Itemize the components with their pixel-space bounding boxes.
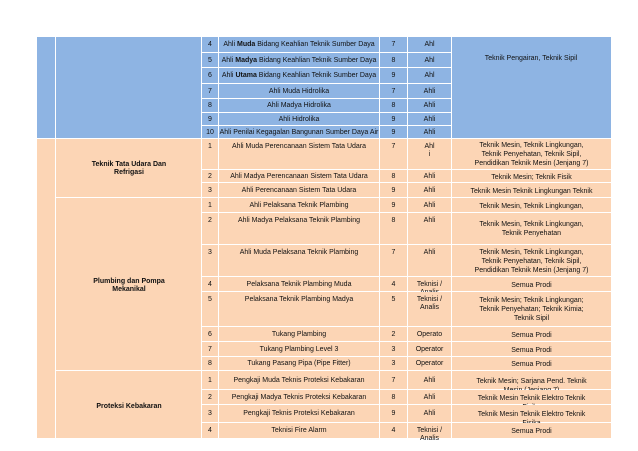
field-cell — [452, 245, 612, 277]
subsection-label-tata-udara: Teknik Tata Udara Dan Refrigasi — [91, 161, 167, 176]
level-cell — [380, 245, 408, 277]
qualification-name: Tukang Plambing Level 3 — [259, 346, 339, 353]
row-number-cell — [202, 53, 219, 68]
category-cell — [408, 170, 452, 183]
study-field: Teknik Mesin, Teknik Lingkungan, Teknik Penyehatan, Teknik Sipil, Pendidikan Teknik Mesin (Jenjang 7) — [474, 142, 589, 167]
qualification-name-prefix: Ahli — [221, 72, 236, 79]
row-number-cell — [202, 139, 219, 170]
row-number-cell — [202, 405, 219, 423]
category-value: Ahli — [423, 129, 436, 136]
level-value: 7 — [391, 41, 396, 48]
qualification-name — [219, 72, 379, 80]
field-cell — [452, 390, 612, 405]
row-number-cell — [202, 327, 219, 342]
study-field: Teknik Mesin, Teknik Lingkungan, Teknik Penyehatan — [479, 221, 584, 237]
level-cell — [380, 357, 408, 371]
subsection-block-plumbing — [56, 198, 202, 371]
row-number-cell — [202, 37, 219, 53]
row-number: 7 — [208, 346, 212, 353]
qualification-name: Pelaksana Teknik Plambing Muda — [246, 281, 352, 288]
row-number: 4 — [208, 427, 212, 434]
qualification-name: Ahli Pelaksana Teknik Plambing — [249, 202, 349, 209]
category-value: Teknisi / Analis — [416, 427, 443, 442]
study-field: Semua Prodi — [511, 347, 552, 354]
qualification-cell — [219, 99, 380, 113]
subsection-block-proteksi — [56, 371, 202, 439]
row-number-cell — [202, 126, 219, 139]
field-cell — [452, 357, 612, 371]
category-value: Operator — [415, 346, 444, 353]
level-cell — [380, 99, 408, 113]
qualification-name-level: Utama — [235, 72, 257, 79]
qualification-name: Ahli Madya Hidrolika — [267, 102, 331, 109]
row-number-cell — [202, 292, 219, 327]
row-number-cell — [202, 423, 219, 439]
level-value: 9 — [391, 129, 396, 136]
study-field: Teknik Mesin; Sarjana Pend. Teknik — [476, 378, 587, 385]
row-number-cell — [202, 357, 219, 371]
qualification-cell — [219, 277, 380, 292]
study-field: Teknik Mesin; Teknik Fisik — [491, 174, 572, 181]
category-cell — [408, 423, 452, 442]
qualification-name-prefix: Ahli — [221, 57, 236, 64]
level-value: 7 — [391, 377, 396, 384]
level-cell — [380, 126, 408, 139]
category-value: Ahli — [423, 249, 436, 256]
field-cell — [452, 342, 612, 357]
row-number: 8 — [208, 102, 212, 109]
level-cell — [380, 68, 408, 84]
subsection-label-plumbing: Plumbing dan Pompa Mekanikal — [93, 278, 165, 293]
row-number: 4 — [208, 41, 212, 48]
category-value: Teknisi / — [416, 281, 443, 288]
level-value: 7 — [391, 88, 396, 95]
qualification-name-suffix: Bidang Keahlian Teknik Sumber Daya — [256, 72, 377, 79]
field-cell — [452, 292, 612, 327]
category-cell — [408, 198, 452, 213]
field-cell — [452, 213, 612, 245]
qualification-name: Ahli Muda Pelaksana Teknik Plambing — [239, 249, 359, 256]
qualification-name: Pengkaji Teknis Proteksi Kebakaran — [243, 410, 355, 417]
level-value: 4 — [391, 427, 396, 434]
qualification-cell — [219, 423, 380, 439]
qualification-name: Ahli Perencanaan Sistem Tata Udara — [241, 187, 357, 194]
row-number: 1 — [208, 377, 212, 384]
qualification-name-suffix: Bidang Keahlian Teknik Sumber Daya — [257, 57, 377, 64]
category-cell — [408, 126, 452, 139]
section-cell-peach — [37, 139, 56, 439]
category-cell — [408, 53, 452, 68]
level-value: 3 — [391, 360, 396, 367]
qualification-name-level: Madya — [235, 57, 258, 64]
category-cell — [408, 68, 452, 84]
level-value: 9 — [391, 202, 396, 209]
level-cell — [380, 53, 408, 68]
study-field: Semua Prodi — [511, 282, 552, 289]
qualification-name: Ahli Madya Pelaksana Teknik Plambing — [237, 217, 361, 224]
category-cell — [408, 183, 452, 198]
level-cell — [380, 342, 408, 357]
row-number: 6 — [208, 72, 212, 79]
row-number: 5 — [208, 296, 212, 303]
qualification-name-level: Muda — [237, 41, 256, 48]
row-number: 4 — [208, 281, 212, 288]
category-value: Ahli — [423, 394, 436, 401]
category-value: Ahli — [423, 102, 436, 109]
qualification-name-suffix: Bidang Keahlian Teknik Sumber Daya — [255, 41, 375, 48]
category-cell — [408, 292, 452, 327]
row-number: 7 — [208, 88, 212, 95]
qualification-name: Ahli Hidrolika — [278, 116, 320, 123]
category-value: Ahli — [423, 173, 436, 180]
qualification-cell — [219, 198, 380, 213]
row-number-cell — [202, 277, 219, 292]
level-value: 7 — [391, 143, 396, 150]
qualification-cell — [219, 113, 380, 126]
category-value: Ahl i — [424, 143, 435, 158]
field-cell — [452, 277, 612, 292]
level-cell — [380, 277, 408, 292]
level-value: 4 — [391, 281, 396, 288]
level-cell — [380, 213, 408, 245]
qualification-name: Pengkaji Madya Teknis Proteksi Kebakaran — [231, 394, 367, 401]
level-cell — [380, 139, 408, 170]
qualification-cell — [219, 342, 380, 357]
category-value: Operator — [415, 360, 444, 367]
category-cell — [408, 357, 452, 371]
category-value: Ahli — [423, 202, 436, 209]
category-cell — [408, 113, 452, 126]
field-cell — [452, 405, 612, 423]
level-cell — [380, 170, 408, 183]
level-cell — [380, 390, 408, 405]
level-value: 8 — [391, 217, 396, 224]
row-number: 9 — [208, 116, 212, 123]
category-cell — [408, 84, 452, 99]
level-value: 5 — [391, 296, 396, 303]
level-value: 9 — [391, 116, 396, 123]
study-field: Teknik Mesin Teknik Elektro Teknik — [477, 395, 586, 402]
qualification-cell — [219, 213, 380, 245]
study-field: Teknik Mesin; Teknik Lingkungan; Teknik Penyehatan; Teknik Kimia; Teknik Sipil — [479, 297, 584, 322]
top-field-text: Teknik Pengairan, Teknik Sipil — [484, 55, 578, 62]
row-number-cell — [202, 245, 219, 277]
study-field: Teknik Mesin, Teknik Lingkungan, Teknik Penyehatan, Teknik Sipil, Pendidikan Teknik Mesin (Jenjang 7) — [474, 249, 589, 274]
level-cell — [380, 371, 408, 390]
subsection-block-tata-udara — [56, 139, 202, 198]
level-cell — [380, 198, 408, 213]
field-cell — [452, 198, 612, 213]
qualification-name: Tukang Plambing — [271, 331, 327, 338]
qualification-cell — [219, 245, 380, 277]
level-cell — [380, 292, 408, 327]
subsection-label-proteksi: Proteksi Kebakaran — [96, 403, 162, 410]
qualification-name — [219, 41, 379, 49]
level-value: 9 — [391, 72, 396, 79]
level-cell — [380, 37, 408, 53]
category-value: Ahli — [423, 410, 436, 417]
category-cell — [408, 245, 452, 277]
field-cell — [452, 170, 612, 183]
row-number: 1 — [208, 202, 212, 209]
level-cell — [380, 84, 408, 99]
study-field: Semua Prodi — [511, 332, 552, 339]
category-cell — [408, 213, 452, 245]
category-cell — [408, 405, 452, 423]
row-number-cell — [202, 390, 219, 405]
category-cell — [408, 37, 452, 53]
category-value: Ahli — [423, 217, 436, 224]
row-number: 3 — [208, 187, 212, 194]
row-number: 2 — [208, 173, 212, 180]
field-cell — [452, 183, 612, 198]
qualification-cell — [219, 68, 380, 84]
study-field: Teknik Mesin Teknik Lingkungan Teknik — [470, 188, 593, 195]
row-number-cell — [202, 170, 219, 183]
level-cell — [380, 113, 408, 126]
study-field: Semua Prodi — [511, 428, 552, 435]
qualification-cell — [219, 37, 380, 53]
study-field: Teknik Mesin, Teknik Lingkungan, — [479, 203, 584, 210]
row-number-cell — [202, 68, 219, 84]
qualification-name: Tukang Pasang Pipa (Pipe Fitter) — [247, 360, 351, 367]
level-value: 3 — [391, 346, 396, 353]
category-value: Ahl — [424, 41, 435, 48]
study-field: Semua Prodi — [511, 361, 552, 368]
row-number: 3 — [208, 249, 212, 256]
row-number: 6 — [208, 331, 212, 338]
qualification-name: Pelaksana Teknik Plambing Madya — [244, 296, 354, 303]
category-cell — [408, 327, 452, 342]
qualification-name — [219, 57, 379, 65]
category-cell — [408, 277, 452, 292]
row-number-cell — [202, 371, 219, 390]
row-number-cell — [202, 213, 219, 245]
row-number: 2 — [208, 217, 212, 224]
field-cell — [452, 139, 612, 170]
row-number-cell — [202, 198, 219, 213]
row-number: 5 — [208, 57, 212, 64]
qualification-name: Teknisi Fire Alarm — [271, 427, 327, 434]
qualification-cell — [219, 139, 380, 170]
qualification-cell — [219, 170, 380, 183]
qualification-name: Ahli Madya Perencanaan Sistem Tata Udara — [230, 173, 368, 180]
category-value: Ahli — [423, 187, 436, 194]
row-number-cell — [202, 342, 219, 357]
qualification-cell — [219, 327, 380, 342]
category-value: Ahli — [423, 88, 436, 95]
qualification-cell — [219, 84, 380, 99]
qualification-cell — [219, 357, 380, 371]
row-number: 2 — [208, 394, 212, 401]
level-value: 2 — [391, 331, 396, 338]
row-number-cell — [202, 99, 219, 113]
field-cell — [452, 371, 612, 390]
field-cell-blue — [452, 37, 612, 139]
category-cell — [408, 342, 452, 357]
qualification-name-prefix: Ahli — [223, 41, 237, 48]
level-cell — [380, 327, 408, 342]
qualification-name: Ahli Penilai Kegagalan Bangunan Sumber Daya Air — [219, 129, 379, 136]
category-value: Ahl — [424, 57, 435, 64]
category-value: Ahli — [423, 377, 436, 384]
qualification-cell — [219, 183, 380, 198]
category-value: Teknisi / Analis — [416, 296, 443, 311]
row-number-cell — [202, 113, 219, 126]
subsection-cell-blue — [56, 37, 202, 139]
row-number-cell — [202, 84, 219, 99]
qualification-cell — [219, 405, 380, 423]
category-cell — [408, 139, 452, 170]
qualification-cell — [219, 292, 380, 327]
category-value: Ahli — [423, 116, 436, 123]
qualification-name: Pengkaji Muda Teknis Proteksi Kebakaran — [233, 377, 365, 384]
level-cell — [380, 405, 408, 423]
category-cell — [408, 390, 452, 405]
category-cell — [408, 371, 452, 390]
field-cell — [452, 423, 612, 439]
qualification-cell — [219, 390, 380, 405]
level-value: 7 — [391, 249, 396, 256]
level-value: 8 — [391, 57, 396, 64]
qualification-name: Ahli Muda Perencanaan Sistem Tata Udara — [231, 143, 367, 150]
level-value: 9 — [391, 410, 396, 417]
qualification-cell — [219, 126, 380, 139]
field-cell — [452, 327, 612, 342]
row-number: 10 — [206, 129, 214, 136]
qualification-cell — [219, 371, 380, 390]
level-value: 8 — [391, 102, 396, 109]
level-value: 8 — [391, 173, 396, 180]
row-number-cell — [202, 183, 219, 198]
section-cell-blue — [37, 37, 56, 139]
category-value: Ahl — [424, 72, 435, 79]
level-cell — [380, 423, 408, 439]
qualification-name: Ahli Muda Hidrolika — [268, 88, 330, 95]
level-cell — [380, 183, 408, 198]
study-field: Teknik Mesin Teknik Elektro Teknik — [477, 411, 586, 418]
row-number: 1 — [208, 143, 212, 150]
category-value: Operato — [416, 331, 443, 338]
level-value: 8 — [391, 394, 396, 401]
row-number: 3 — [208, 410, 212, 417]
qualification-cell — [219, 53, 380, 68]
row-number: 8 — [208, 360, 212, 367]
category-cell — [408, 99, 452, 113]
level-value: 9 — [391, 187, 396, 194]
